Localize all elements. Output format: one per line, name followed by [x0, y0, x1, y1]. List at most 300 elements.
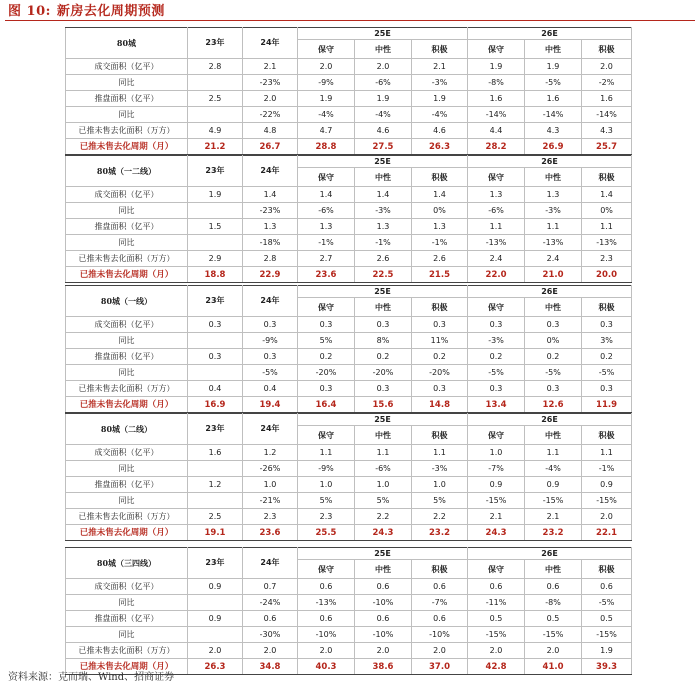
row-label: 已推未售去化面积（万方） — [66, 509, 188, 525]
table-cell: -5% — [468, 365, 525, 381]
table-cell: 2.1 — [525, 509, 582, 525]
row-label: 同比 — [66, 493, 188, 509]
table-cell: 1.6 — [525, 91, 582, 107]
table-cell: 1.0 — [412, 477, 468, 493]
block-name: 80城（一线） — [66, 286, 188, 317]
table-cell: 1.0 — [298, 477, 355, 493]
table-cell: 25.5 — [298, 525, 355, 541]
table-cell: 0.2 — [298, 349, 355, 365]
table-cell: -20% — [298, 365, 355, 381]
table-cell: 0.3 — [525, 317, 582, 333]
group-header-25e: 25E — [298, 548, 468, 560]
table-cell: 5% — [412, 493, 468, 509]
table-cell: 0.5 — [525, 611, 582, 627]
table-cell: -6% — [355, 75, 412, 91]
table-cell: -14% — [468, 107, 525, 123]
table-cell: 19.1 — [188, 525, 243, 541]
table-cell: 2.0 — [582, 509, 632, 525]
table-cell: 24.3 — [468, 525, 525, 541]
scenario-header: 保守 — [298, 560, 355, 579]
table-cell: 1.4 — [412, 187, 468, 203]
group-header-26e: 26E — [468, 414, 632, 426]
table-cell: 1.6 — [468, 91, 525, 107]
table-cell: 1.1 — [468, 219, 525, 235]
row-label: 成交面积（亿平） — [66, 187, 188, 203]
year-header-24: 24年 — [243, 28, 298, 59]
table-cell: 4.8 — [243, 123, 298, 139]
table-cell: -8% — [468, 75, 525, 91]
table-row-deal-area — [66, 187, 632, 203]
row-label: 已推未售去化面积（万方） — [66, 123, 188, 139]
table-cell: 28.2 — [468, 139, 525, 155]
table-header-row — [66, 414, 632, 426]
row-label: 同比 — [66, 333, 188, 349]
table-cell: 2.0 — [298, 643, 355, 659]
table-cell: 2.0 — [298, 59, 355, 75]
group-header-25e: 25E — [298, 414, 468, 426]
table-cell: 11.9 — [582, 397, 632, 413]
table-cell: 1.9 — [188, 187, 243, 203]
table-cell: 0% — [412, 203, 468, 219]
table-cell: 0.5 — [582, 611, 632, 627]
table-cell: 5% — [298, 333, 355, 349]
scenario-header: 保守 — [468, 426, 525, 445]
table-cell: -1% — [582, 461, 632, 477]
table-row-deal-yoy — [66, 461, 632, 477]
table-cell: 23.6 — [298, 267, 355, 283]
table-row-unsold-area — [66, 643, 632, 659]
year-header-24: 24年 — [243, 286, 298, 317]
table-cell: -7% — [468, 461, 525, 477]
table-cell: 2.0 — [355, 643, 412, 659]
table-cell: 0.3 — [188, 317, 243, 333]
table-cell: 23.6 — [243, 525, 298, 541]
block-name: 80城（三四线） — [66, 548, 188, 579]
table-cell: 0.2 — [525, 349, 582, 365]
table-cell: 27.5 — [355, 139, 412, 155]
table-cell: -30% — [243, 627, 298, 643]
table-row-sell-through-cycle — [66, 525, 632, 541]
table-cell: 0.3 — [468, 317, 525, 333]
table-cell: -10% — [298, 627, 355, 643]
row-label: 推盘面积（亿平） — [66, 349, 188, 365]
table-cell: -8% — [525, 595, 582, 611]
table-row-sell-through-cycle — [66, 139, 632, 155]
block-name: 80城（一二线） — [66, 156, 188, 187]
table-cell: 5% — [355, 493, 412, 509]
group-header-25e: 25E — [298, 156, 468, 168]
table-cell — [188, 333, 243, 349]
table-cell: 1.1 — [525, 219, 582, 235]
table-row-unsold-area — [66, 123, 632, 139]
table-cell: 2.3 — [298, 509, 355, 525]
table-cell: -10% — [412, 627, 468, 643]
table-cell: 1.9 — [582, 643, 632, 659]
table-cell: 0.3 — [188, 349, 243, 365]
year-header-23: 23年 — [188, 414, 243, 445]
table-cell: 2.0 — [355, 59, 412, 75]
table-cell: 2.3 — [582, 251, 632, 267]
table-cell: 4.6 — [355, 123, 412, 139]
table-row-supply-yoy — [66, 365, 632, 381]
table-cell: 0.4 — [243, 381, 298, 397]
table-row-unsold-area — [66, 251, 632, 267]
table-cell: 0.6 — [298, 611, 355, 627]
table-cell: 28.8 — [298, 139, 355, 155]
row-label: 推盘面积（亿平） — [66, 611, 188, 627]
table-cell: 1.0 — [243, 477, 298, 493]
table-cell: -5% — [243, 365, 298, 381]
table-cell: 38.6 — [355, 659, 412, 675]
scenario-header: 积极 — [412, 560, 468, 579]
table-row-unsold-area — [66, 509, 632, 525]
table-cell: -20% — [355, 365, 412, 381]
table-cell: 26.3 — [412, 139, 468, 155]
scenario-header: 中性 — [525, 426, 582, 445]
table-cell: -13% — [298, 595, 355, 611]
table-cell: 1.3 — [298, 219, 355, 235]
table-cell: 39.3 — [582, 659, 632, 675]
group-header-25e: 25E — [298, 286, 468, 298]
row-label: 成交面积（亿平） — [66, 317, 188, 333]
table-cell: 21.5 — [412, 267, 468, 283]
table-cell: 1.3 — [412, 219, 468, 235]
table-cell: 0.6 — [243, 611, 298, 627]
table-header-row — [66, 28, 632, 40]
table-cell: 0.3 — [412, 317, 468, 333]
table-cell: -3% — [525, 203, 582, 219]
table-cell: -15% — [468, 493, 525, 509]
table-cell: 0.2 — [355, 349, 412, 365]
scenario-header: 中性 — [525, 168, 582, 187]
table-cell: 22.5 — [355, 267, 412, 283]
row-label: 同比 — [66, 365, 188, 381]
table-cell: 1.6 — [582, 91, 632, 107]
table-cell: 0.2 — [468, 349, 525, 365]
table-cell: 2.0 — [412, 643, 468, 659]
table-cell: 0.3 — [582, 317, 632, 333]
table-cell: 16.4 — [298, 397, 355, 413]
table-cell: -1% — [412, 235, 468, 251]
table-cell: 40.3 — [298, 659, 355, 675]
table-header-row — [66, 286, 632, 298]
scenario-header: 积极 — [582, 40, 632, 59]
table-cell: -18% — [243, 235, 298, 251]
table-row-supply-area — [66, 219, 632, 235]
table-header-row — [66, 548, 632, 560]
table-cell: 1.9 — [468, 59, 525, 75]
table-cell: 0.3 — [582, 381, 632, 397]
year-header-24: 24年 — [243, 414, 298, 445]
table-cell: 26.3 — [188, 659, 243, 675]
table-cell: -5% — [525, 75, 582, 91]
scenario-header: 积极 — [582, 168, 632, 187]
table-cell: 25.7 — [582, 139, 632, 155]
forecast-table-2 — [65, 155, 632, 283]
table-cell: 2.1 — [468, 509, 525, 525]
table-cell: -3% — [412, 75, 468, 91]
table-cell: 0.6 — [355, 611, 412, 627]
row-label: 已推未售去化周期（月） — [66, 267, 188, 283]
scenario-header: 保守 — [468, 168, 525, 187]
table-cell: 1.0 — [355, 477, 412, 493]
table-cell: -15% — [468, 627, 525, 643]
table-cell: 1.1 — [582, 445, 632, 461]
table-row-unsold-area — [66, 381, 632, 397]
row-label: 同比 — [66, 627, 188, 643]
table-cell: 0.6 — [412, 611, 468, 627]
year-header-23: 23年 — [188, 156, 243, 187]
row-label: 同比 — [66, 75, 188, 91]
row-label: 推盘面积（亿平） — [66, 91, 188, 107]
row-label: 成交面积（亿平） — [66, 445, 188, 461]
scenario-header: 中性 — [525, 560, 582, 579]
row-label: 已推未售去化面积（万方） — [66, 381, 188, 397]
table-row-deal-yoy — [66, 333, 632, 349]
table-cell: 0.6 — [525, 579, 582, 595]
scenario-header: 中性 — [355, 426, 412, 445]
forecast-table-1 — [65, 27, 632, 155]
table-cell: 2.8 — [188, 59, 243, 75]
table-cell: 26.7 — [243, 139, 298, 155]
table-cell: 1.9 — [525, 59, 582, 75]
table-cell: 1.2 — [243, 445, 298, 461]
table-cell: 1.3 — [243, 219, 298, 235]
forecast-table-4 — [65, 413, 632, 541]
table-row-deal-yoy — [66, 75, 632, 91]
table-cell: 0.3 — [243, 349, 298, 365]
group-header-26e: 26E — [468, 548, 632, 560]
table-cell: 2.2 — [412, 509, 468, 525]
table-row-sell-through-cycle — [66, 267, 632, 283]
table-cell: 8% — [355, 333, 412, 349]
scenario-header: 积极 — [412, 40, 468, 59]
row-label: 同比 — [66, 461, 188, 477]
table-cell: -14% — [525, 107, 582, 123]
group-header-26e: 26E — [468, 286, 632, 298]
scenario-header: 保守 — [468, 560, 525, 579]
table-cell: -5% — [582, 365, 632, 381]
table-cell: 23.2 — [412, 525, 468, 541]
row-label: 已推未售去化周期（月） — [66, 659, 188, 675]
table-cell: 13.4 — [468, 397, 525, 413]
table-cell: 4.7 — [298, 123, 355, 139]
table-cell — [188, 107, 243, 123]
table-cell: 5% — [298, 493, 355, 509]
table-cell — [188, 493, 243, 509]
scenario-header: 保守 — [298, 298, 355, 317]
table-cell: 1.3 — [468, 187, 525, 203]
table-cell: 0.3 — [298, 317, 355, 333]
table-cell: 1.1 — [355, 445, 412, 461]
row-label: 推盘面积（亿平） — [66, 477, 188, 493]
table-cell: 0.3 — [243, 317, 298, 333]
year-header-23: 23年 — [188, 28, 243, 59]
scenario-header: 中性 — [355, 560, 412, 579]
table-row-deal-area — [66, 317, 632, 333]
row-label: 已推未售去化周期（月） — [66, 397, 188, 413]
table-cell: 26.9 — [525, 139, 582, 155]
table-cell: 42.8 — [468, 659, 525, 675]
row-label: 同比 — [66, 235, 188, 251]
table-cell: 0.9 — [468, 477, 525, 493]
table-cell: 2.6 — [355, 251, 412, 267]
table-cell: 0.6 — [412, 579, 468, 595]
table-cell: -6% — [298, 203, 355, 219]
table-cell: 1.0 — [468, 445, 525, 461]
table-cell: 2.1 — [243, 59, 298, 75]
row-label: 同比 — [66, 595, 188, 611]
table-row-deal-yoy — [66, 203, 632, 219]
table-cell: 22.9 — [243, 267, 298, 283]
year-header-23: 23年 — [188, 548, 243, 579]
table-cell: 1.9 — [298, 91, 355, 107]
year-header-23: 23年 — [188, 286, 243, 317]
table-cell — [188, 627, 243, 643]
table-cell: 0.3 — [355, 381, 412, 397]
figure-label: 图 10: — [8, 4, 51, 19]
table-header-row — [66, 156, 632, 168]
table-cell: -15% — [525, 627, 582, 643]
row-label: 已推未售去化周期（月） — [66, 139, 188, 155]
table-cell: -6% — [468, 203, 525, 219]
row-label: 已推未售去化周期（月） — [66, 525, 188, 541]
table-cell: -20% — [412, 365, 468, 381]
table-cell: 1.3 — [525, 187, 582, 203]
scenario-header: 积极 — [582, 426, 632, 445]
table-cell: 20.0 — [582, 267, 632, 283]
table-cell: 0.7 — [243, 579, 298, 595]
table-cell: 0% — [525, 333, 582, 349]
table-cell: 0.9 — [188, 579, 243, 595]
table-cell: -10% — [355, 627, 412, 643]
group-header-26e: 26E — [468, 156, 632, 168]
forecast-table-3 — [65, 285, 632, 413]
table-cell: 41.0 — [525, 659, 582, 675]
table-cell: 1.6 — [188, 445, 243, 461]
table-row-sell-through-cycle — [66, 397, 632, 413]
table-cell: -5% — [525, 365, 582, 381]
table-cell: 1.4 — [298, 187, 355, 203]
row-label: 成交面积（亿平） — [66, 579, 188, 595]
table-row-deal-area — [66, 59, 632, 75]
table-cell: 21.0 — [525, 267, 582, 283]
table-cell: 1.4 — [355, 187, 412, 203]
table-row-deal-area — [66, 445, 632, 461]
table-cell: 2.0 — [582, 59, 632, 75]
table-cell: 14.8 — [412, 397, 468, 413]
scenario-header: 保守 — [298, 426, 355, 445]
table-cell: 1.2 — [188, 477, 243, 493]
table-cell: -11% — [468, 595, 525, 611]
scenario-header: 积极 — [412, 168, 468, 187]
figure-title — [8, 0, 165, 19]
table-cell: 1.1 — [412, 445, 468, 461]
table-cell: 4.9 — [188, 123, 243, 139]
table-cell: 2.6 — [412, 251, 468, 267]
table-cell: 22.0 — [468, 267, 525, 283]
table-cell: -4% — [298, 107, 355, 123]
row-label: 已推未售去化面积（万方） — [66, 643, 188, 659]
table-cell: 1.3 — [355, 219, 412, 235]
scenario-header: 积极 — [582, 298, 632, 317]
table-row-supply-yoy — [66, 627, 632, 643]
table-row-supply-area — [66, 349, 632, 365]
table-cell: 2.0 — [468, 643, 525, 659]
table-cell: 0.9 — [582, 477, 632, 493]
table-cell: -13% — [525, 235, 582, 251]
table-cell: 12.6 — [525, 397, 582, 413]
table-cell: -15% — [582, 493, 632, 509]
table-cell: -15% — [525, 493, 582, 509]
table-cell: 4.3 — [582, 123, 632, 139]
table-cell: 0.3 — [298, 381, 355, 397]
table-cell: 0.6 — [582, 579, 632, 595]
table-cell: 1.1 — [525, 445, 582, 461]
table-row-deal-yoy — [66, 595, 632, 611]
table-cell: -4% — [355, 107, 412, 123]
table-cell: 0.4 — [188, 381, 243, 397]
table-cell: 21.2 — [188, 139, 243, 155]
scenario-header: 积极 — [582, 560, 632, 579]
table-cell: 19.4 — [243, 397, 298, 413]
table-cell: 0.6 — [468, 579, 525, 595]
title-rule — [5, 20, 695, 21]
year-header-24: 24年 — [243, 548, 298, 579]
table-cell: -23% — [243, 75, 298, 91]
table-cell: 0.9 — [525, 477, 582, 493]
table-row-supply-area — [66, 91, 632, 107]
table-cell: 0.3 — [468, 381, 525, 397]
row-label: 推盘面积（亿平） — [66, 219, 188, 235]
table-row-supply-yoy — [66, 493, 632, 509]
scenario-header: 中性 — [525, 40, 582, 59]
block-name: 80城 — [66, 28, 188, 59]
row-label: 已推未售去化面积（万方） — [66, 251, 188, 267]
table-cell: 2.9 — [188, 251, 243, 267]
table-cell — [188, 235, 243, 251]
table-cell: 1.9 — [412, 91, 468, 107]
table-cell: -9% — [298, 461, 355, 477]
table-cell: 2.0 — [243, 643, 298, 659]
table-cell: 3% — [582, 333, 632, 349]
table-cell: 2.5 — [188, 91, 243, 107]
table-cell: 0.5 — [468, 611, 525, 627]
table-cell: -3% — [468, 333, 525, 349]
table-cell: 2.4 — [468, 251, 525, 267]
table-cell: 0.2 — [412, 349, 468, 365]
table-cell: 2.8 — [243, 251, 298, 267]
table-cell — [188, 595, 243, 611]
table-cell: 1.1 — [582, 219, 632, 235]
table-cell: 0.6 — [298, 579, 355, 595]
table-cell: 2.5 — [188, 509, 243, 525]
scenario-header: 保守 — [468, 40, 525, 59]
table-cell: -7% — [412, 595, 468, 611]
table-cell: 2.2 — [355, 509, 412, 525]
table-cell — [188, 461, 243, 477]
table-cell: 0.2 — [582, 349, 632, 365]
table-cell: 2.7 — [298, 251, 355, 267]
table-cell: 4.3 — [525, 123, 582, 139]
table-row-supply-yoy — [66, 107, 632, 123]
table-cell: 0% — [582, 203, 632, 219]
table-cell: 23.2 — [525, 525, 582, 541]
scenario-header: 中性 — [355, 40, 412, 59]
table-cell: 2.4 — [525, 251, 582, 267]
table-cell: 0.3 — [525, 381, 582, 397]
table-cell: -9% — [243, 333, 298, 349]
